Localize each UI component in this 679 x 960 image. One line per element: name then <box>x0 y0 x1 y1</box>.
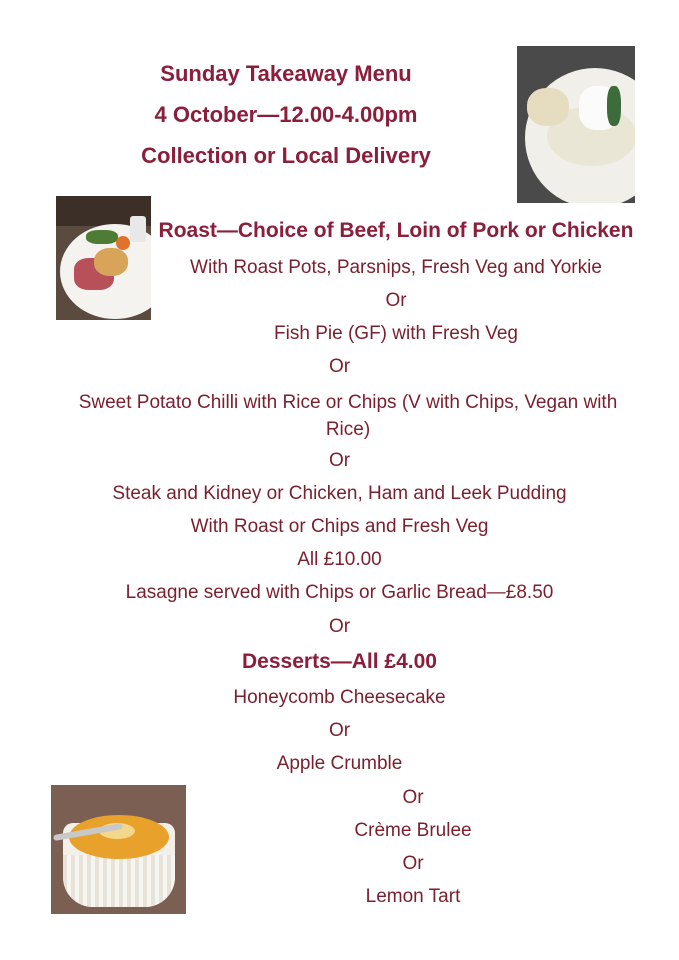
pudding-option: Steak and Kidney or Chicken, Ham and Leek Pudding <box>112 483 567 504</box>
or-separator: Or <box>328 616 351 637</box>
roast-dinner-photo <box>56 196 151 320</box>
or-separator: Or <box>402 787 424 808</box>
dessert-item: Honeycomb Cheesecake <box>233 687 446 708</box>
desserts-heading: Desserts—All £4.00 <box>242 650 437 673</box>
menu-date-time: 4 October—12.00-4.00pm <box>154 102 418 127</box>
dessert-item: Lemon Tart <box>365 886 461 907</box>
sweet-potato-chilli: Sweet Potato Chilli with Rice or Chips (V with Chips, Vegan with Rice) <box>78 392 618 440</box>
roast-heading: Roast—Choice of Beef, Loin of Pork or Chicken <box>158 219 634 242</box>
or-separator: Or <box>385 290 407 311</box>
menu-service: Collection or Local Delivery <box>141 143 431 168</box>
or-separator: Or <box>328 450 351 471</box>
mains-price: All £10.00 <box>297 549 382 570</box>
lasagne-option: Lasagne served with Chips or Garlic Bread—£8.50 <box>125 582 554 603</box>
dessert-item: Crème Brulee <box>354 820 472 841</box>
pudding-sides: With Roast or Chips and Fresh Veg <box>190 516 489 537</box>
creme-brulee-photo <box>51 785 186 914</box>
or-separator: Or <box>328 356 351 377</box>
fish-pie: Fish Pie (GF) with Fresh Veg <box>274 323 518 344</box>
fish-dish-photo <box>517 46 635 203</box>
dessert-item: Apple Crumble <box>276 753 403 774</box>
or-separator: Or <box>402 853 424 874</box>
menu-title: Sunday Takeaway Menu <box>160 61 412 86</box>
roast-sides: With Roast Pots, Parsnips, Fresh Veg and Yorkie <box>190 257 602 278</box>
or-separator: Or <box>328 720 351 741</box>
